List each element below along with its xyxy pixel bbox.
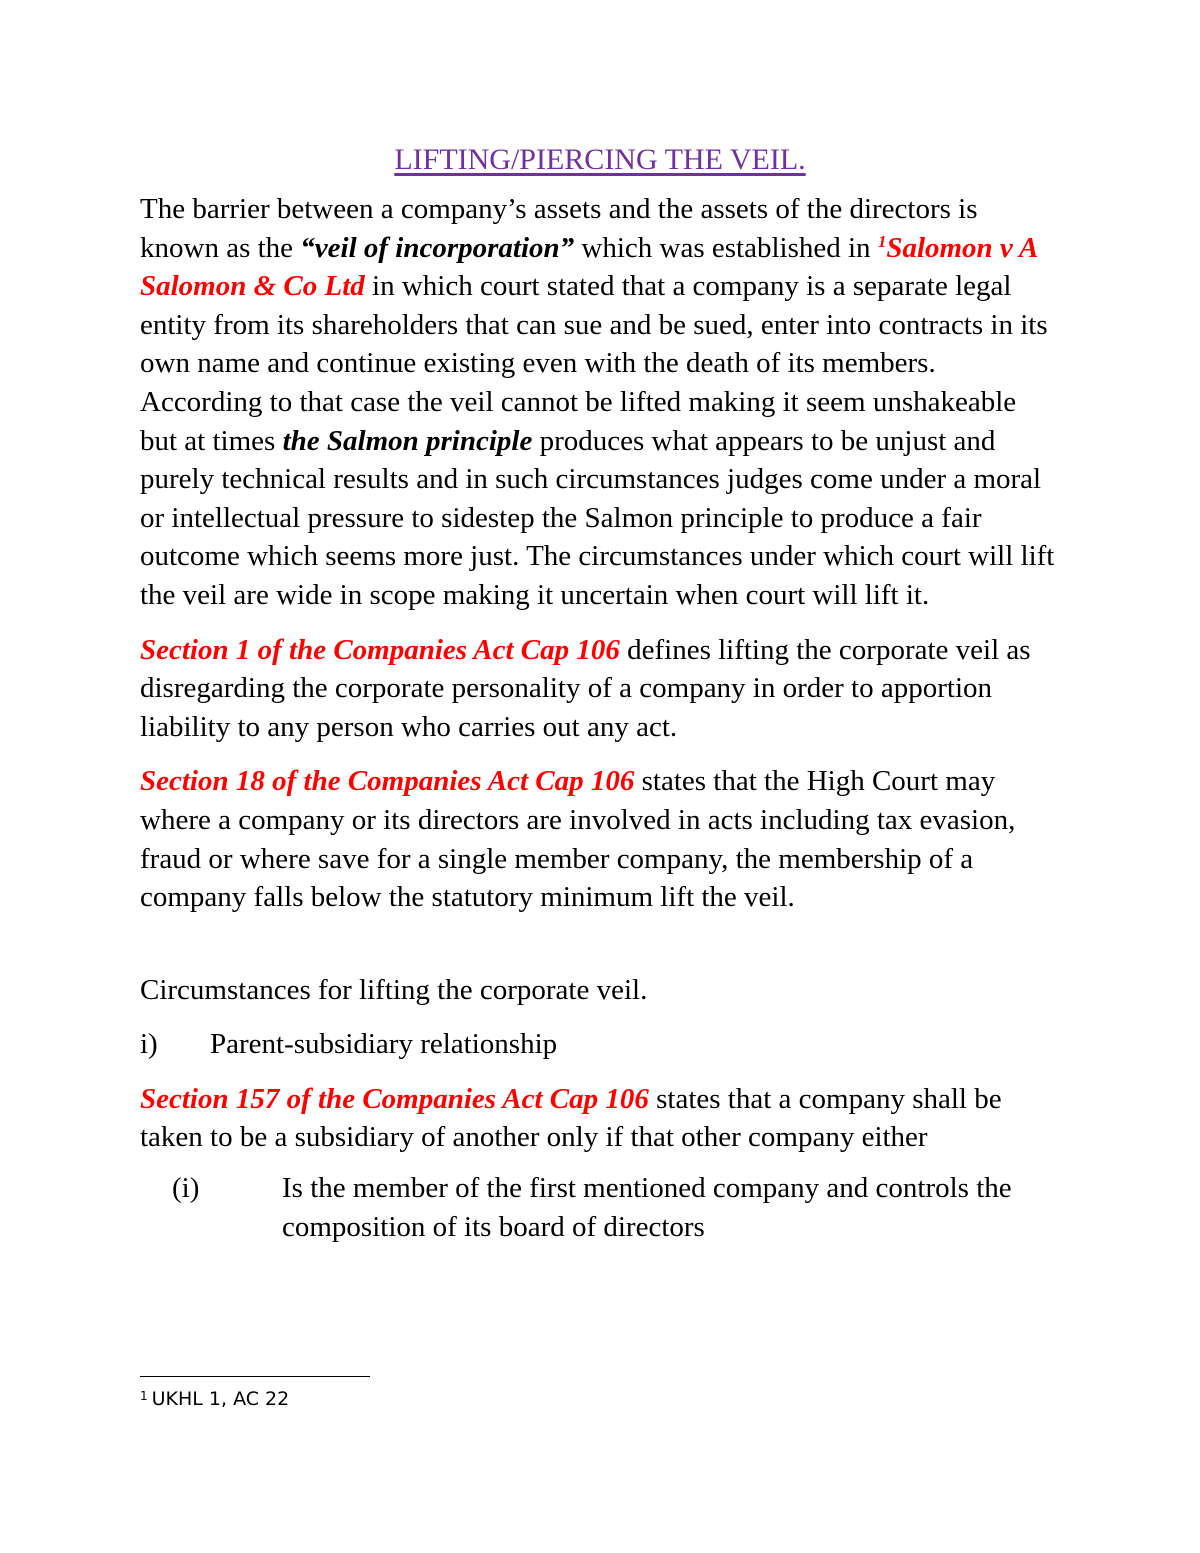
section-1-paragraph — [140, 631, 1060, 747]
section-157-reference: Section 157 of the Companies Act Cap 106 — [140, 1082, 649, 1115]
section-18-paragraph — [140, 762, 1060, 916]
sub-list-marker: (i) — [172, 1172, 200, 1205]
sub-list-item-text: Is the member of the first mentioned company and controls the composition of its board of directors — [282, 1172, 1012, 1243]
case-name: Salomon v A Salomon & Co Ltd — [140, 231, 1037, 303]
intro-text-1: The barrier between a company’s assets and the assets of the directors is known as the — [140, 193, 978, 264]
sub-list-item — [140, 1169, 1060, 1246]
intro-text-3: in which court stated that a company is a separate legal entity from its shareholders that can sue and be sued, enter into contracts in its own name and continue existing even with the death of its members. According to that case the veil cannot be lifted making it seem unshakeable but at times — [140, 270, 1048, 457]
section-1-reference: Section 1 of the Companies Act Cap 106 — [140, 633, 620, 666]
intro-paragraph — [140, 190, 1060, 615]
salmon-principle-term: the Salmon principle — [282, 424, 533, 457]
intro-text-4: produces what appears to be unjust and purely technical results and in such circumstances judges come under a moral or intellectual pressure to sidestep the Salmon principle to produce a fair outcome which seems more just. The circumstances under which court will lift the veil are wide in scope making it uncertain when court will lift it. — [140, 424, 1055, 611]
list-item — [140, 1025, 1060, 1064]
footnote-text: UKHL 1, AC 22 — [151, 1388, 290, 1410]
section-18-reference: Section 18 of the Companies Act Cap 106 — [140, 765, 635, 798]
section-157-text: states that a company shall be taken to be a subsidiary of another only if that other company either — [140, 1082, 1002, 1154]
intro-text-2: which was established in — [574, 231, 878, 264]
section-1-text: defines lifting the corporate veil as disregarding the corporate personality of a company in order to apportion liability to any person who carries out any act. — [140, 633, 1031, 743]
page-title: LIFTING/PIERCING THE VEIL. — [394, 143, 806, 176]
document-page — [140, 138, 1060, 1246]
veil-term: “veil of incorporation” — [300, 231, 575, 264]
circumstances-heading: Circumstances for lifting the corporate veil. — [140, 973, 648, 1006]
list-item-text: Parent-subsidiary relationship — [210, 1028, 558, 1061]
blank-line — [140, 933, 1060, 971]
footnote-marker: 1 — [140, 1389, 148, 1403]
section-18-text: states that the High Court may where a company or its directors are involved in acts including tax evasion, fraud or where save for a single member company, the membership of a company falls below the statutory minimum lift the veil. — [140, 765, 1016, 914]
list-marker: i) — [140, 1028, 158, 1061]
footnote — [140, 1386, 289, 1412]
section-157-paragraph — [140, 1080, 1060, 1157]
footnote-reference[interactable]: 1 — [877, 231, 887, 251]
footnote-separator — [140, 1376, 370, 1377]
